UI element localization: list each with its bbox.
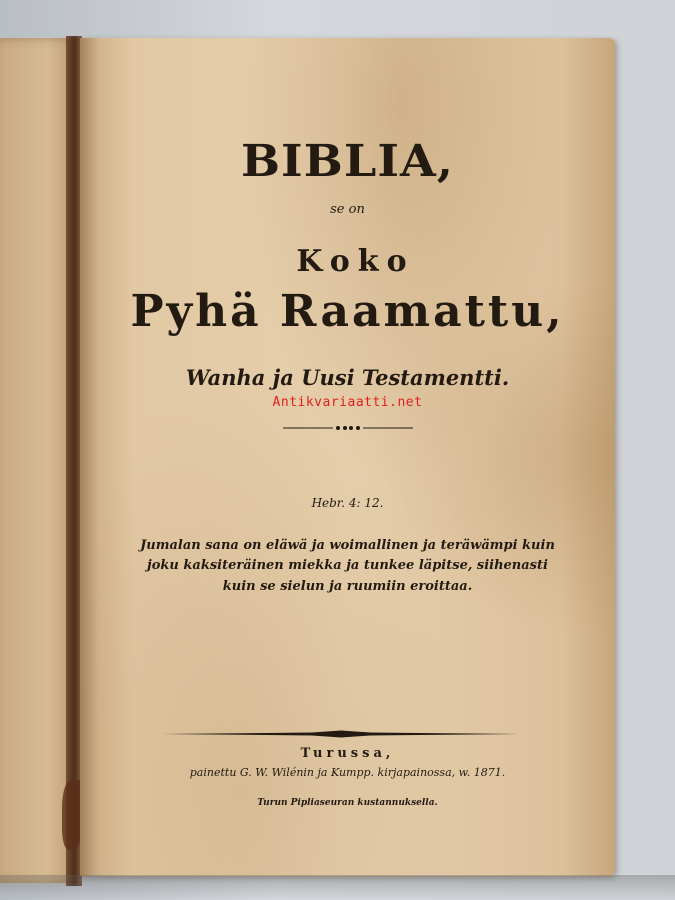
- imprint-publisher: Turun Pipliaseuran kustannuksella.: [257, 798, 438, 808]
- verse-line: Jumalan sana on eläwä ja woimallinen ja teräwämpi kuin: [140, 538, 555, 553]
- subtitle-pyha-raamattu: Pyhä Raamattu,: [130, 286, 565, 337]
- book-title: BIBLIA,: [240, 136, 455, 187]
- verse-line: kuin se sielun ja ruumiin eroittaa.: [222, 579, 473, 594]
- ornament-divider: [283, 424, 413, 432]
- subtitle-koko: Koko: [296, 244, 415, 279]
- imprint-place: Turussa,: [300, 746, 395, 761]
- subtitle-se-on: se on: [330, 202, 365, 217]
- subtitle-testament: Wanha ja Uusi Testamentti.: [185, 365, 510, 390]
- imprint-printer: painettu G. W. Wilénin ja Kumpp. kirjapainossa, w. 1871.: [189, 766, 506, 779]
- scripture-reference: Hebr. 4: 12.: [311, 496, 384, 510]
- table-shadow: [0, 875, 675, 900]
- verse-line: joku kaksiteräinen miekka ja tunkee läpitse, siihenasti: [147, 558, 548, 573]
- title-page: [80, 38, 615, 876]
- watermark-text: Antikvariaatti.net: [272, 395, 423, 410]
- decorative-rule: [162, 730, 520, 738]
